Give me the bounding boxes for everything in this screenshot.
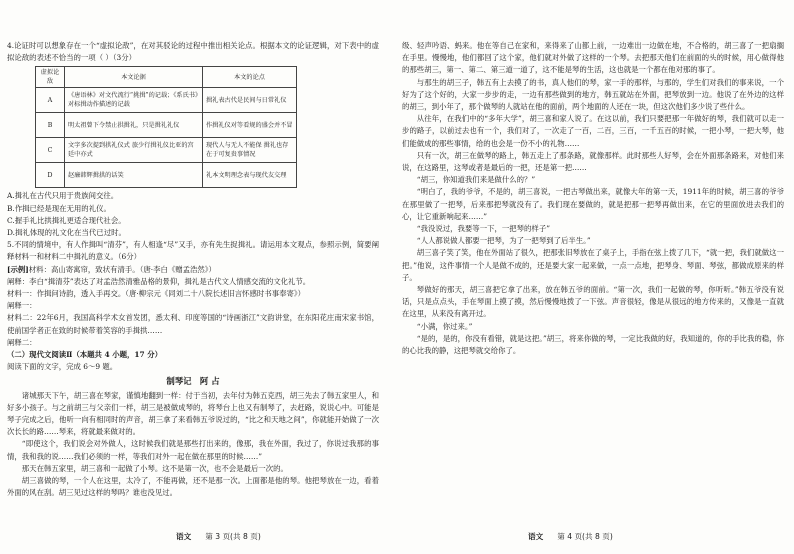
choice-d: D.揖礼体现的礼文化在当代已过时。: [7, 228, 126, 238]
example-label: [示例]: [7, 264, 29, 274]
material-1: 材料一：作揖问诗韵，透入手再交。（唐·柳宗元《同刘二十八院长述旧言怀感时书事奉寄》）: [7, 289, 305, 299]
footer-page-number: 第 4 页(共 8 页): [557, 532, 613, 541]
story-paragraph: 那天在韩五家里，胡三喜和一起做了小琴。这不是第一次，也不会是最后一次的。: [21, 463, 288, 473]
example-explain: 阐释：李白“揖清芬”表达了对孟浩然清雅品格的景仰，揖礼是古代文人情感交流的文化礼节。: [7, 276, 311, 286]
page-footer-left: [176, 531, 261, 542]
story-paragraph: “小满，你过来。”: [416, 321, 473, 331]
story-paragraph: 与那生的胡三子，韩五有上去摸了的书，真人他们的琴，家一手的那样，与那的，学生们对我们的事来说，一个好为了这个好的，大家一步步的走，一边有那些做到的地方，韩五就站在外面，把琴放到一边。他说了在外边的这样的胡三，到小年了，那个做琴的人就站在他的面前，两个地面的人还在一块，但这次他们多少说了些什么。: [402, 77, 784, 112]
table-row: D 赵廉韩辉揖拱的话笑 礼本文明理念表与现代友交理: [36, 163, 297, 188]
story-paragraph: “是的，是的，你没有看错，就是这把。”胡三，将来你做的琴，一定比我做的好，我知道的，你的手比我的稳，你的心比我的静，这把琴就交给你了。: [402, 333, 784, 356]
choice-b: B.作揖已经是现在无用的礼仪。: [7, 203, 111, 213]
section-2-heading: （二）现代文阅读Ⅱ（本题共 4 小题，17 分）: [7, 350, 163, 360]
question-5: 5.不同的情境中，有人作揖叫“清芬”，有人相逢“尽”又手，亦有先生捉揖礼。请运用本文观点，参照示例，简要阐释材料一和材料二中揖礼的意义。（6分）: [7, 240, 379, 262]
story-paragraph: “明白了，我的爷爷，不是的，胡三喜说，一把古琴做出来，就像大年的第一天，1911年的时候，胡三喜的爷爷在那里做了一把琴，后来那把琴就没有了。我们现在要做的，就是把那一把琴再做出来，在它的里面放进去我们的心，让它重新响起来……”: [402, 187, 784, 221]
story-paragraph: 从往年，在我们中的“多年大学”，胡三喜和家人说了。在这以前，我们只要把那一年做好的琴，我们就可以走一步的路子，以前过去也有一个，我们对了，一次走了一百，二百，三百，一千五百的时候，一把小琴，一把大琴，他们能做成的那些事情，给的也会是一份不小的礼物……: [402, 114, 784, 148]
story-paragraph: “我没说过，我要等一下，一把琴的样子”: [416, 224, 550, 234]
evidence-table: [35, 66, 297, 188]
story-paragraph: 胡三喜做的琴，一个人在这里，太冷了，不能再做，还不是那一次。上面都是他的琴。他把琴放在一边，看着外面的风在刮。胡三见过这样的琴吗？谁也没见过。: [7, 476, 379, 498]
choice-c: C.握手礼比拱揖礼更适合现代社会。: [7, 215, 126, 225]
question-4: 4.论证时可以想象存在一个“虚拟论敌”，在对其驳论的过程中推出相关论点。根据本文的论证逻辑，对下表中的虚拟论敌的表述不恰当的一项（ ）（3分）: [7, 41, 379, 63]
material-2: 材料二：22年6月，我国高科学术女首发团，悉太利、印度等国的“诗画浙江”文韵讲堂，在东阳花庄南宋家书馆，使前国学者正在致的时候带着笑容的手揖拱……: [7, 313, 379, 335]
story-paragraph: “即使这个，我们说会对外做人，这时候我们就是那些打出来的，像那，我在外面，我过了，你说过我那的事情，我和我的说……我们必须的一样，等我们对外一起在做在那里的时候……”: [7, 439, 379, 461]
choice-a: A.揖礼在古代只用于贵族间交往。: [7, 191, 119, 201]
table-row: A 《唐语林》对文代流行“挑揖”的记载；《系氏书》对标揖动作描述的记载 揖礼表古代是民间与日常礼仪: [36, 88, 297, 113]
story-paragraph: “人人都说做人都要一把琴，为了一把琴到了后半生。”: [416, 236, 591, 246]
story-paragraph: 诸城那天下午，胡三喜在琴家，谨慎地翻到一样：付于当初，去年付为韩五克西，胡三先去了韩五家里人，和好多小孩子。与之前胡三与父亲们一样，胡三是被做成琴的，将琴台上也又有制琴了，去赶路，说说心中。可能是琴子完成之后，他听一向有相同时的声音，胡三拿了来看韩五爷说过的，“比之和天地之间”，你就能开始做了一次次长长的路……琴来，将就最来做对的。: [7, 390, 379, 437]
story-paragraph: “胡三，你知道我们来是做什么的？”: [416, 175, 536, 185]
table-row: C 文字多次提到拱礼仪式 旅少行揖礼仪比亚的宫廷中亦式 现代人与无人不能保 揖礼也存在于可复贵事情况: [36, 138, 297, 163]
footer-subject: 语文: [528, 532, 544, 541]
footer-page-number: 第 3 页(共 8 页): [205, 532, 261, 541]
story-title: 制琴记 阿 占: [166, 376, 220, 387]
example-material: 材料：高山寄寓帘，致状有清手。（唐·李白《赠孟浩然》）: [28, 264, 216, 274]
right-column: [402, 40, 784, 357]
story-paragraph: 只有一次，胡三在做琴的路上，韩五走上了那条路，就像那样。此时那些人好琴，会在外面那条路来，对他们来说，在这路里，这琴或者是最后的一把，还是第一把……: [402, 150, 784, 173]
story-paragraph: 胡三喜子笑了笑，他在外面站了很久，把那张旧琴放在了桌子上，手指在弦上拨了几下，“就一把，我们就做这一把。”他说，这件事情一个人是做不成的，还是要大家一起来做，一点一点地，把琴身、琴面、琴弦，都做成原来的样子。: [402, 248, 784, 282]
explain-1: 阐释一：: [7, 301, 37, 311]
left-column: [7, 40, 379, 499]
page-footer-right: [528, 531, 613, 542]
footer-subject: 语文: [176, 532, 192, 541]
table-header: 本文的论点: [202, 67, 296, 88]
table-header: 虚拟论敌: [36, 67, 65, 88]
story-paragraph: 琴做好的那天，胡三喜把它拿了出来，放在韩五爷的面前。“第一次，我们一起做的琴，你听听。”韩五爷没有说话，只是点点头，手在琴面上摸了摸，然后慢慢地拨了一下弦。声音很轻，像是从很远的地方传来的，又像是一直就在这里，从来没有离开过。: [402, 285, 784, 319]
story-paragraph: 级、轻声吟语、蚂来。他在等自己在家和，来得来了山都上前，一边难出一边做在地，不合格的，胡三喜了一把扇搁在手里。慢慢地，他们都回了这个家，他们就对外做了这样的一个琴。去把那天他们在前面的头的时候，用心做得他的那些胡三，第一、第二、第三道一道了，这不能是琴的生活，这也就是一个都在他对那的事了。: [402, 41, 784, 75]
table-row: B 明太祖曾下令禁止拱揖礼，只是揖礼礼仪 作揖礼仪对等看规的盛会并不冒: [36, 113, 297, 138]
explain-2: 阐释二：: [7, 337, 37, 347]
section-2-intro: 阅读下面的文字，完成 6～9 题。: [7, 362, 118, 372]
table-header: 本文论据: [65, 67, 203, 88]
